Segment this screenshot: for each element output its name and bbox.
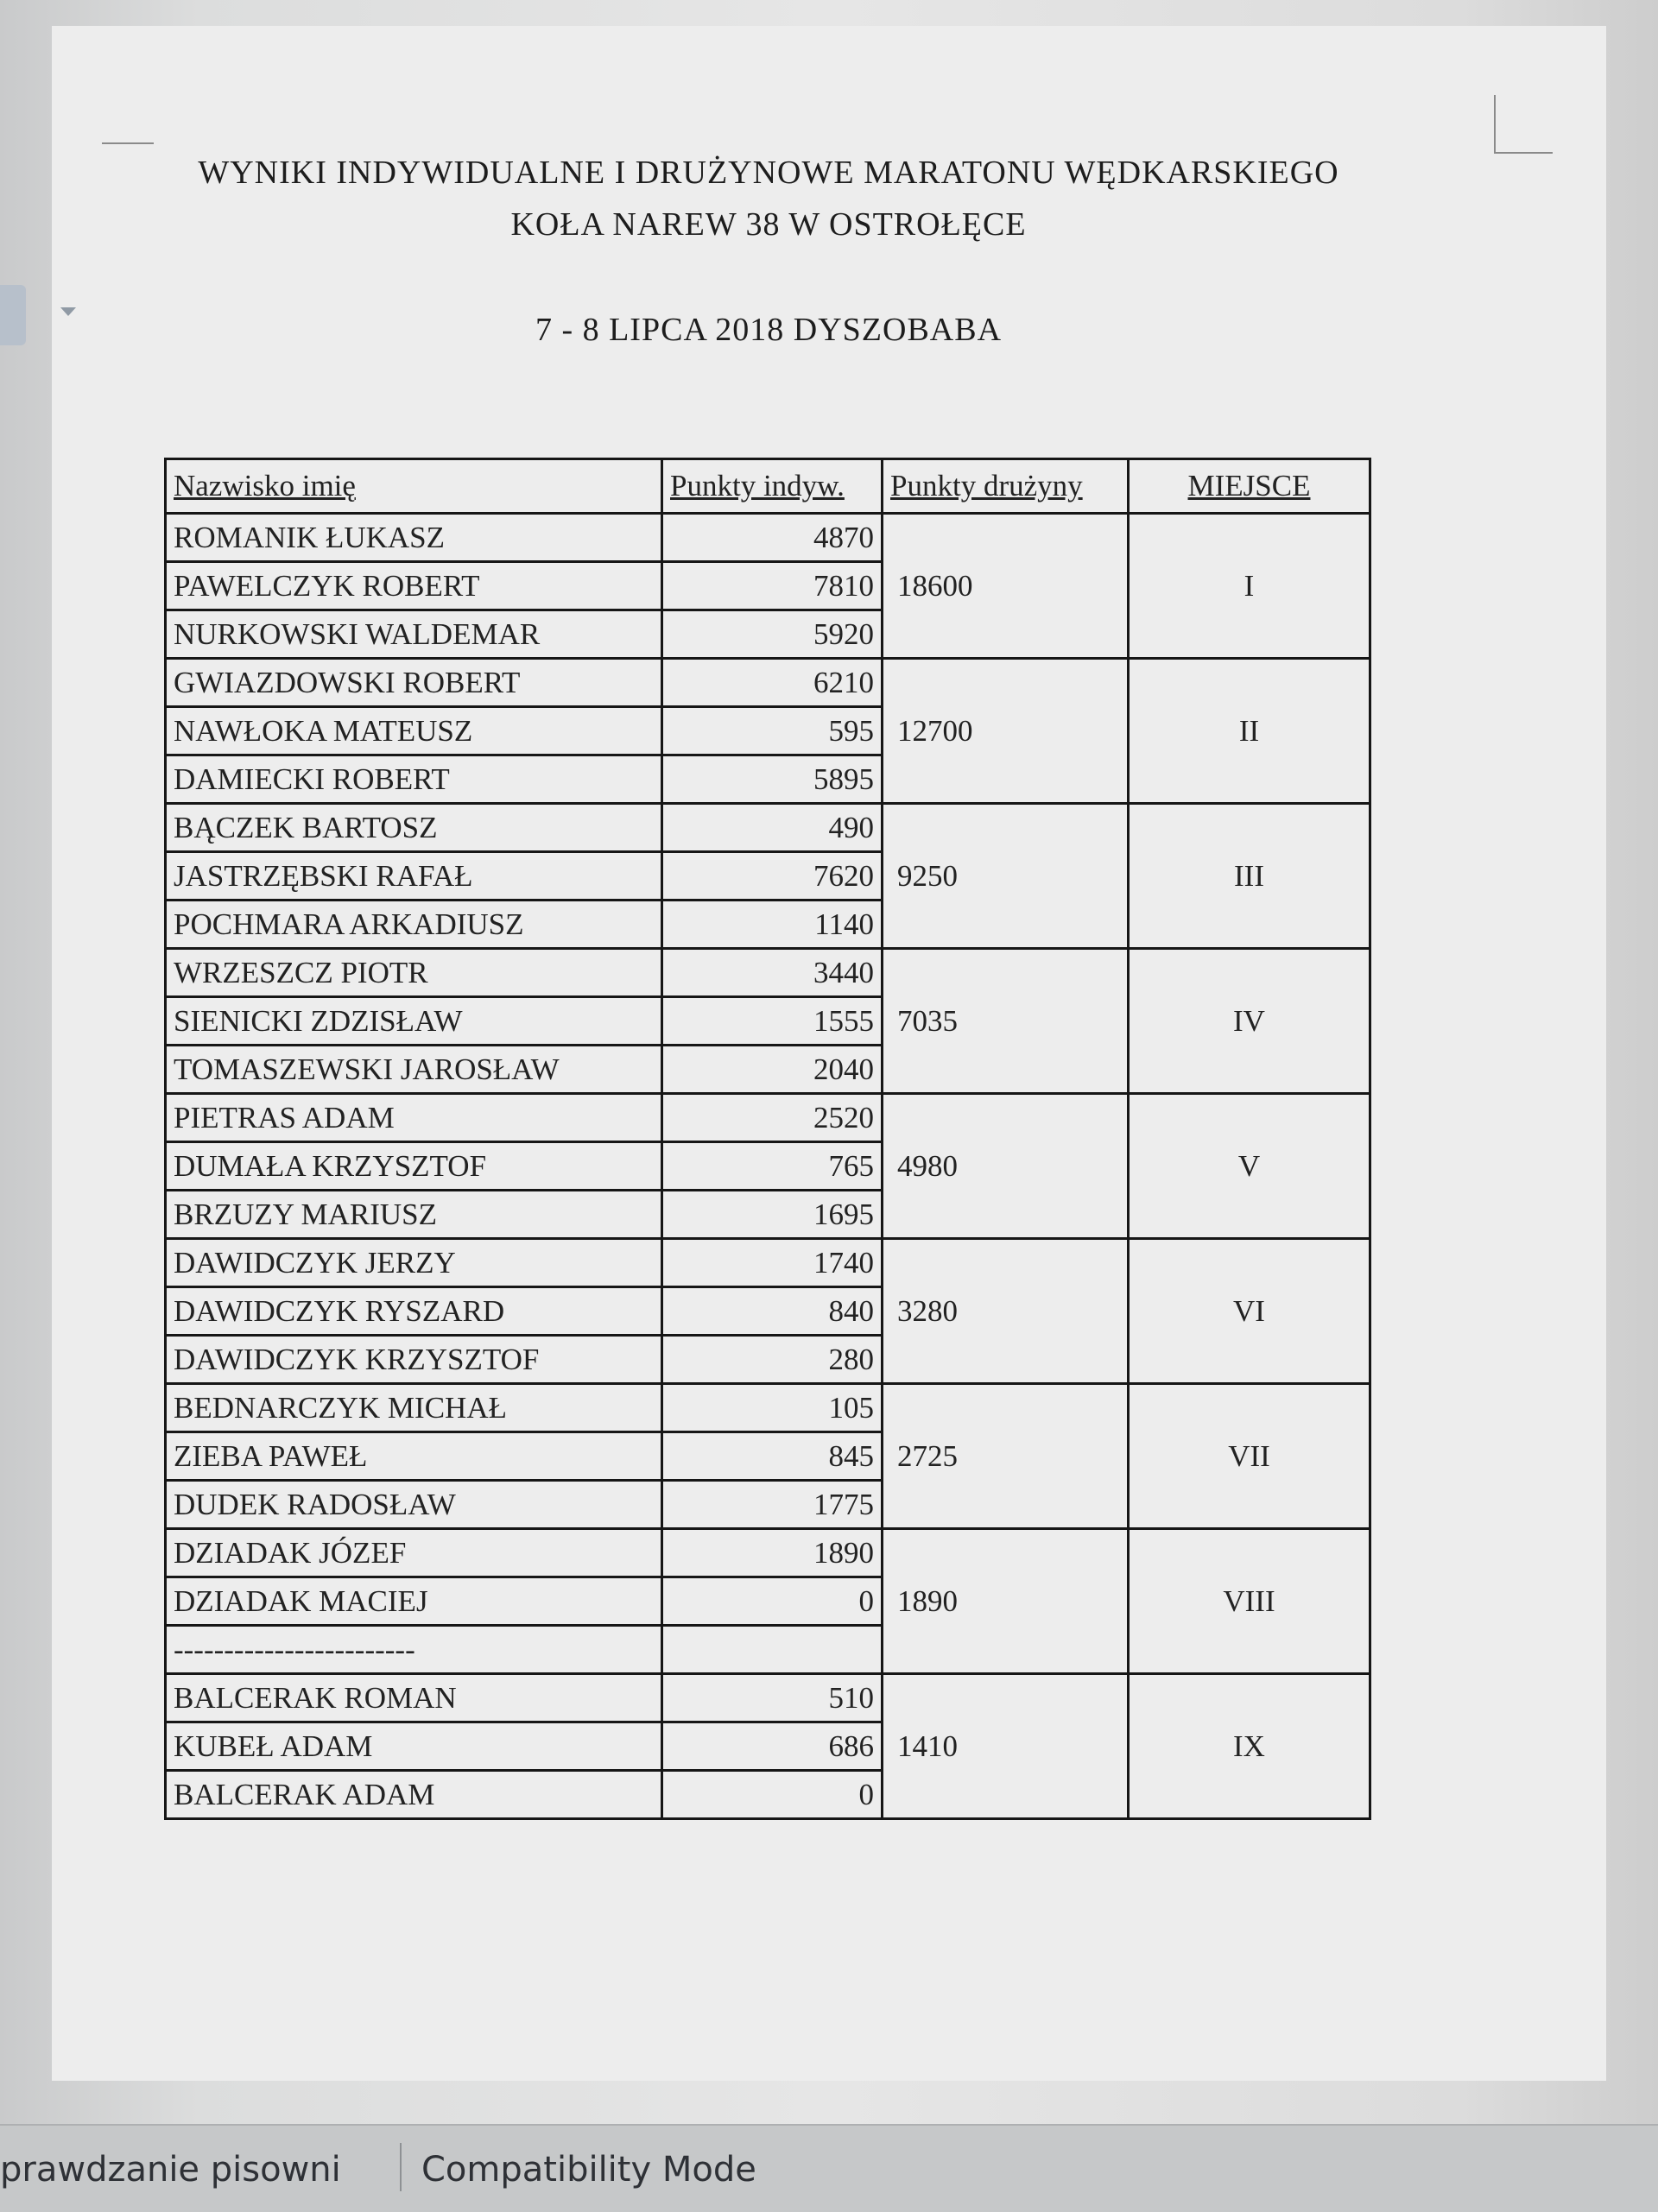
compatibility-mode-status[interactable]: Compatibility Mode (421, 2150, 756, 2190)
individual-points: 510 (662, 1674, 883, 1722)
competitor-name: TOMASZEWSKI JAROSŁAW (166, 1046, 662, 1094)
table-row (166, 514, 1370, 562)
team-points: 18600 (883, 514, 1129, 659)
competitor-name: PIETRAS ADAM (166, 1094, 662, 1142)
competitor-name: BRZUZY MARIUSZ (166, 1191, 662, 1239)
individual-points: 0 (662, 1771, 883, 1819)
status-divider (400, 2143, 402, 2191)
table-row (166, 659, 1370, 707)
team-points: 12700 (883, 659, 1129, 804)
individual-points: 2520 (662, 1094, 883, 1142)
crop-mark-top-left (102, 142, 154, 144)
table-row (166, 1529, 1370, 1577)
table-row (166, 1384, 1370, 1432)
individual-points: 1740 (662, 1239, 883, 1287)
team-place: IX (1129, 1674, 1370, 1819)
competitor-name: DZIADAK JÓZEF (166, 1529, 662, 1577)
team-place: II (1129, 659, 1370, 804)
competitor-name: DUMAŁA KRZYSZTOF (166, 1142, 662, 1191)
competitor-name: ------------------------ (166, 1626, 662, 1674)
competitor-name: PAWELCZYK ROBERT (166, 562, 662, 610)
individual-points: 1890 (662, 1529, 883, 1577)
individual-points: 2040 (662, 1046, 883, 1094)
header-team-points: Punkty drużyny (883, 459, 1129, 514)
team-place: V (1129, 1094, 1370, 1239)
competitor-name: DZIADAK MACIEJ (166, 1577, 662, 1626)
table-row (166, 804, 1370, 852)
competitor-name: KUBEŁ ADAM (166, 1722, 662, 1771)
competitor-name: BALCERAK ROMAN (166, 1674, 662, 1722)
table-row (166, 1094, 1370, 1142)
competitor-name: DAWIDCZYK KRZYSZTOF (166, 1336, 662, 1384)
competitor-name: GWIAZDOWSKI ROBERT (166, 659, 662, 707)
individual-points: 5920 (662, 610, 883, 659)
header-place: MIEJSCE (1129, 459, 1370, 514)
individual-points: 3440 (662, 949, 883, 997)
competitor-name: DAMIECKI ROBERT (166, 755, 662, 804)
competitor-name: DUDEK RADOSŁAW (166, 1481, 662, 1529)
document-title-line-1: WYNIKI INDYWIDUALNE I DRUŻYNOWE MARATONU WĘDKARSKIEGO (198, 155, 1339, 191)
individual-points: 1140 (662, 901, 883, 949)
crop-mark-top-right (1494, 95, 1553, 154)
team-points: 1890 (883, 1529, 1129, 1674)
individual-points: 0 (662, 1577, 883, 1626)
team-points: 3280 (883, 1239, 1129, 1384)
results-table (164, 458, 1371, 1820)
team-points: 9250 (883, 804, 1129, 949)
team-points: 4980 (883, 1094, 1129, 1239)
competitor-name: NURKOWSKI WALDEMAR (166, 610, 662, 659)
competitor-name: POCHMARA ARKADIUSZ (166, 901, 662, 949)
competitor-name: DAWIDCZYK JERZY (166, 1239, 662, 1287)
competitor-name: BĄCZEK BARTOSZ (166, 804, 662, 852)
competitor-name: ROMANIK ŁUKASZ (166, 514, 662, 562)
individual-points: 105 (662, 1384, 883, 1432)
individual-points: 840 (662, 1287, 883, 1336)
competitor-name: BALCERAK ADAM (166, 1771, 662, 1819)
competitor-name: DAWIDCZYK RYSZARD (166, 1287, 662, 1336)
individual-points: 765 (662, 1142, 883, 1191)
individual-points: 845 (662, 1432, 883, 1481)
individual-points: 5895 (662, 755, 883, 804)
individual-points: 686 (662, 1722, 883, 1771)
individual-points: 4870 (662, 514, 883, 562)
individual-points: 7620 (662, 852, 883, 901)
document-title-line-2: KOŁA NAREW 38 W OSTROŁĘCE (510, 206, 1027, 243)
individual-points (662, 1626, 883, 1674)
competitor-name: JASTRZĘBSKI RAFAŁ (166, 852, 662, 901)
individual-points: 1775 (662, 1481, 883, 1529)
individual-points: 7810 (662, 562, 883, 610)
team-points: 7035 (883, 949, 1129, 1094)
team-points: 1410 (883, 1674, 1129, 1819)
team-place: IV (1129, 949, 1370, 1094)
individual-points: 280 (662, 1336, 883, 1384)
results-body (166, 514, 1370, 1819)
team-points: 2725 (883, 1384, 1129, 1529)
individual-points: 1695 (662, 1191, 883, 1239)
competitor-name: ZIEBA PAWEŁ (166, 1432, 662, 1481)
individual-points: 490 (662, 804, 883, 852)
competitor-name: BEDNARCZYK MICHAŁ (166, 1384, 662, 1432)
team-place: VIII (1129, 1529, 1370, 1674)
table-row (166, 1239, 1370, 1287)
competitor-name: SIENICKI ZDZISŁAW (166, 997, 662, 1046)
table-row (166, 949, 1370, 997)
spelling-status[interactable]: prawdzanie pisowni (0, 2150, 341, 2190)
table-row (166, 1674, 1370, 1722)
header-name: Nazwisko imię (166, 459, 662, 514)
individual-points: 595 (662, 707, 883, 755)
team-place: VI (1129, 1239, 1370, 1384)
competitor-name: WRZESZCZ PIOTR (166, 949, 662, 997)
individual-points: 1555 (662, 997, 883, 1046)
team-place: I (1129, 514, 1370, 659)
individual-points: 6210 (662, 659, 883, 707)
table-header-row (166, 459, 1370, 514)
chevron-down-icon[interactable] (60, 307, 76, 316)
competitor-name: NAWŁOKA MATEUSZ (166, 707, 662, 755)
margin-indicator[interactable] (0, 285, 26, 345)
header-individual-points: Punkty indyw. (662, 459, 883, 514)
team-place: III (1129, 804, 1370, 949)
document-date-line: 7 - 8 LIPCA 2018 DYSZOBABA (535, 312, 1003, 348)
team-place: VII (1129, 1384, 1370, 1529)
